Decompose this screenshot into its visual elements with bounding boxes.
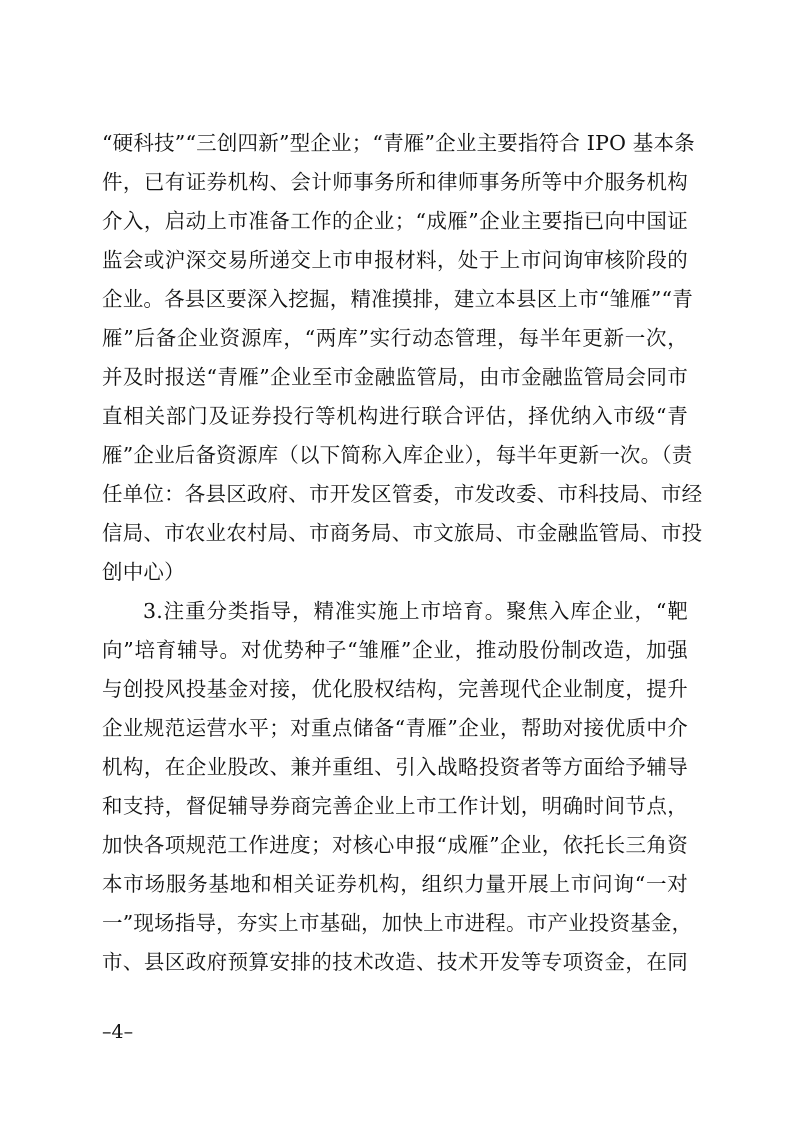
text-line: 直相关部门及证券投行等机构进行联合评估，择优纳入市级“青: [102, 404, 688, 428]
text-line: 件，已有证券机构、会计师事务所和律师事务所等中介服务机构: [102, 170, 688, 194]
text-line: 企业规范运营水平；对重点储备“青雁”企业，帮助对接优质中介: [102, 716, 688, 740]
text-line: 企业。各县区要深入挖掘，精准摸排，建立本县区上市“雏雁”“青: [102, 287, 693, 311]
text-line: 介入，启动上市准备工作的企业；“成雁”企业主要指已向中国证: [102, 209, 688, 233]
text-line: 雁”后备企业资源库，“两库”实行动态管理，每半年更新一次，: [102, 326, 688, 350]
text-line: 并及时报送“青雁”企业至市金融监管局，由市金融监管局会同市: [102, 365, 688, 389]
text-line: 任单位：各县区政府、市开发区管委，市发改委、市科技局、市经: [102, 482, 703, 506]
text-line: 和支持，督促辅导券商完善企业上市工作计划，明确时间节点，: [102, 794, 688, 818]
text-line: 雁”企业后备资源库（以下简称入库企业），每半年更新一次。（责: [102, 443, 693, 467]
text-line: 一”现场指导，夯实上市基础，加快上市进程。市产业投资基金，: [102, 911, 693, 935]
page-number: –4–: [102, 1021, 134, 1043]
text-line: 向”培育辅导。对优势种子“雏雁”企业，推动股份制改造，加强: [102, 638, 688, 662]
text-line: 加快各项规范工作进度；对核心申报“成雁”企业，依托长三角资: [102, 833, 688, 857]
text-line: 本市场服务基地和相关证券机构，组织力量开展上市问询“一对: [102, 872, 688, 896]
text-line: 市、县区政府预算安排的技术改造、技术开发等专项资金，在同: [102, 950, 688, 974]
text-line: 机构，在企业股改、兼并重组、引入战略投资者等方面给予辅导: [102, 755, 688, 779]
text-line: 与创投风投基金对接，优化股权结构，完善现代企业制度，提升: [102, 677, 688, 701]
text-line: 信局、市农业农村局、市商务局、市文旅局、市金融监管局、市投: [102, 521, 703, 545]
text-line: “硬科技”“三创四新”型企业；“青雁”企业主要指符合 IPO 基本条: [102, 131, 695, 155]
text-line: 创中心）: [102, 560, 185, 584]
text-line: 监会或沪深交易所递交上市申报材料，处于上市问询审核阶段的: [102, 248, 688, 272]
document-body: [102, 124, 703, 982]
section-heading-line: 3.注重分类指导，精准实施上市培育。聚焦入库企业，“靶: [143, 599, 688, 623]
